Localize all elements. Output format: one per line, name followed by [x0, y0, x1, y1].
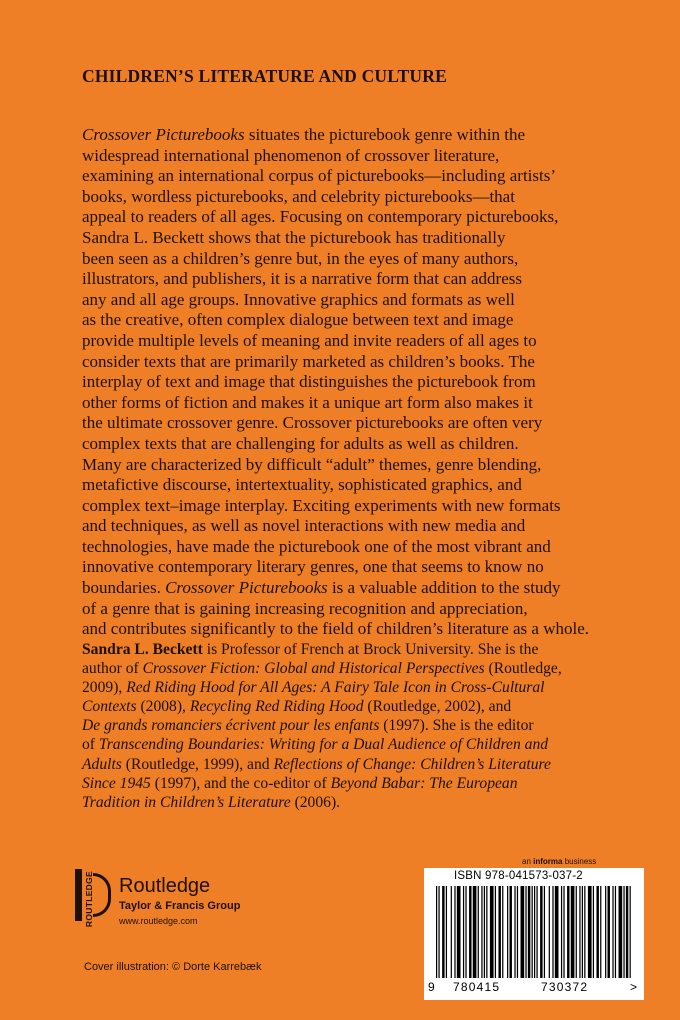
bio-line: 2009), Red Riding Hood for All Ages: A Fairy Tale Icon in Cross-Cultural: [82, 679, 545, 697]
book-title: Crossover Picturebooks: [82, 125, 245, 144]
emblem-text: ROUTLEDGE: [84, 871, 94, 928]
blurb-line: interplay of text and image that distinguishes the picturebook from: [82, 372, 536, 392]
cover-credit: Cover illustration: © Dorte Karrebæk: [84, 961, 262, 973]
blurb-line: any and all age groups. Innovative graphics and formats as well: [82, 289, 515, 309]
blurb-line: been seen as a children’s genre but, in the eyes of many authors,: [82, 248, 519, 268]
bio-line: De grands romanciers écrivent pour les enfants (1997). She is the editor: [82, 717, 534, 735]
blurb-line: and contributes significantly to the field of children’s literature as a whole.: [82, 619, 590, 639]
bio-line: Tradition in Children’s Literature (2006).: [82, 793, 341, 811]
book-title: Crossover Picturebooks: [165, 578, 328, 598]
publisher-name: Routledge: [119, 875, 211, 897]
blurb-line: the ultimate crossover genre. Crossover picturebooks are often very: [82, 413, 543, 433]
blurb-line: technologies, have made the picturebook one of the most vibrant and: [82, 536, 551, 556]
blurb-line: Crossover Picturebooks situates the picturebook genre within the: [82, 125, 526, 144]
bio-line: Adults (Routledge, 1999), and Reflections of Change: Children’s Literature: [82, 755, 551, 773]
blurb-line: appeal to readers of all ages. Focusing on contemporary picturebooks,: [82, 207, 559, 227]
blurb-line: consider texts that are primarily marketed as children’s books. The: [82, 351, 535, 371]
barcode-first-digit: 9: [428, 980, 435, 994]
blurb-line: examining an international corpus of picturebooks—including artists’: [82, 166, 556, 186]
series-title: CHILDREN’S LITERATURE AND CULTURE: [82, 66, 447, 86]
bio-line: Contexts (2008), Recycling Red Riding Hood (Routledge, 2002), and: [82, 698, 512, 716]
bio-line: of Transcending Boundaries: Writing for a Dual Audience of Children and: [82, 736, 549, 754]
barcode-right-digits: 730372: [541, 980, 589, 994]
bio-line: Since 1945 (1997), and the co-editor of Beyond Babar: The European: [82, 774, 518, 792]
informa-tagline: an informa business: [522, 857, 597, 866]
blurb: [82, 125, 622, 640]
blurb-line: as the creative, often complex dialogue between text and image: [82, 310, 514, 330]
barcode-icon: [436, 886, 632, 978]
bio-line: author of Crossover Fiction: Global and Historical Perspectives (Routledge,: [82, 660, 562, 678]
blurb-line: provide multiple levels of meaning and invite readers of all ages to: [82, 330, 537, 350]
blurb-line: innovative contemporary literary genres, one that seems to know no: [82, 557, 544, 577]
blurb-line: of a genre that is gaining increasing recognition and appreciation,: [82, 598, 528, 618]
isbn-label: ISBN 978-041573-037-2: [454, 870, 583, 882]
publisher-url: www.routledge.com: [119, 916, 198, 926]
blurb-line: other forms of fiction and makes it a unique art form also makes it: [82, 392, 533, 412]
blurb-line: complex text–image interplay. Exciting experiments with new formats: [82, 495, 561, 515]
routledge-emblem-icon: [75, 869, 113, 928]
publisher-group: Taylor & Francis Group: [119, 900, 241, 912]
blurb-line: and techniques, as well as novel interactions with new media and: [82, 516, 526, 536]
blurb-line: illustrators, and publishers, it is a narrative form that can address: [82, 269, 522, 289]
publisher-logo: [75, 869, 275, 933]
barcode-arrow: >: [630, 980, 638, 994]
blurb-line: Sandra L. Beckett shows that the picturebook has traditionally: [82, 227, 506, 247]
barcode-left-digits: 780415: [453, 980, 501, 994]
author-name: Sandra L. Beckett: [82, 641, 203, 658]
blurb-line: boundaries. Crossover Picturebooks is a valuable addition to the study: [82, 578, 561, 598]
author-bio: [82, 640, 622, 812]
blurb-line: Many are characterized by difficult “adult” themes, genre blending,: [82, 454, 542, 474]
blurb-line: metafictive discourse, intertextuality, sophisticated graphics, and: [82, 475, 522, 495]
barcode-panel: [424, 868, 644, 1000]
blurb-line: widespread international phenomenon of crossover literature,: [82, 145, 500, 165]
blurb-line: complex texts that are challenging for adults as well as children.: [82, 433, 519, 453]
bio-line: Sandra L. Beckett is Professor of French at Brock University. She is the: [82, 641, 539, 658]
blurb-line: books, wordless picturebooks, and celebrity picturebooks—that: [82, 186, 515, 206]
